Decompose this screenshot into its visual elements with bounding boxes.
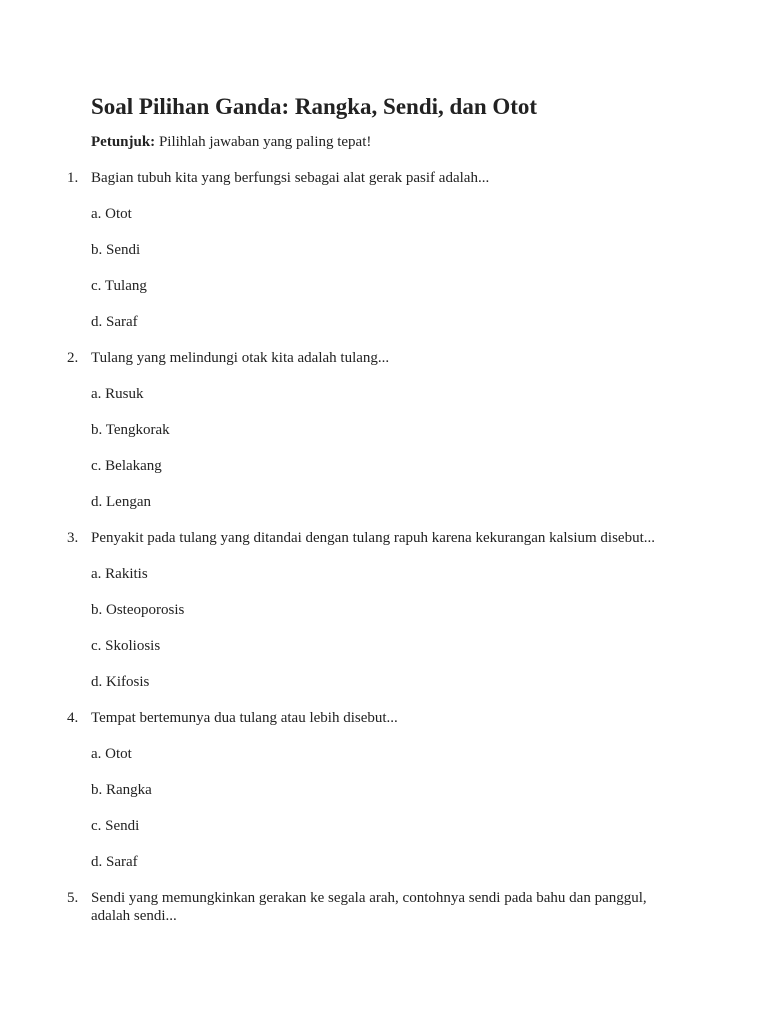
question-number: 5. xyxy=(67,890,79,906)
question-3 xyxy=(67,529,678,691)
option-b: b. Sendi xyxy=(91,242,141,258)
question-text: Sendi yang memungkinkan gerakan ke segala arah, contohnya sendi pada bahu dan panggul, adalah sendi... xyxy=(91,890,647,924)
question-4 xyxy=(67,709,678,871)
option-a: a. Rusuk xyxy=(91,386,144,402)
option-d: d. Lengan xyxy=(91,494,151,510)
question-2 xyxy=(67,349,678,511)
question-text: Penyakit pada tulang yang ditandai dengan tulang rapuh karena kekurangan kalsium disebut... xyxy=(91,530,656,546)
option-d: d. Saraf xyxy=(91,854,138,870)
question-number: 3. xyxy=(67,530,79,546)
option-d: d. Kifosis xyxy=(91,674,150,690)
question-number: 2. xyxy=(67,350,79,366)
question-number: 1. xyxy=(67,170,79,186)
option-b: b. Osteoporosis xyxy=(91,602,185,618)
question-text: Bagian tubuh kita yang berfungsi sebagai alat gerak pasif adalah... xyxy=(91,170,490,186)
option-a: a. Otot xyxy=(91,206,132,222)
option-b: b. Tengkorak xyxy=(91,422,170,438)
instruction xyxy=(91,133,678,151)
option-a: a. Otot xyxy=(91,746,132,762)
option-c: c. Tulang xyxy=(91,278,147,294)
question-1 xyxy=(67,169,678,331)
question-text: Tempat bertemunya dua tulang atau lebih disebut... xyxy=(91,710,398,726)
option-c: c. Skoliosis xyxy=(91,638,161,654)
question-number: 4. xyxy=(67,710,79,726)
page-title: Soal Pilihan Ganda: Rangka, Sendi, dan Otot xyxy=(91,94,538,119)
option-a: a. Rakitis xyxy=(91,566,148,582)
option-c: c. Sendi xyxy=(91,818,140,834)
instruction-label: Petunjuk: xyxy=(91,134,156,150)
question-5 xyxy=(67,889,678,925)
question-list xyxy=(67,169,678,925)
option-c: c. Belakang xyxy=(91,458,162,474)
instruction-text: Pilihlah jawaban yang paling tepat! xyxy=(155,134,372,150)
option-b: b. Rangka xyxy=(91,782,152,798)
option-d: d. Saraf xyxy=(91,314,138,330)
question-text: Tulang yang melindungi otak kita adalah tulang... xyxy=(91,350,390,366)
